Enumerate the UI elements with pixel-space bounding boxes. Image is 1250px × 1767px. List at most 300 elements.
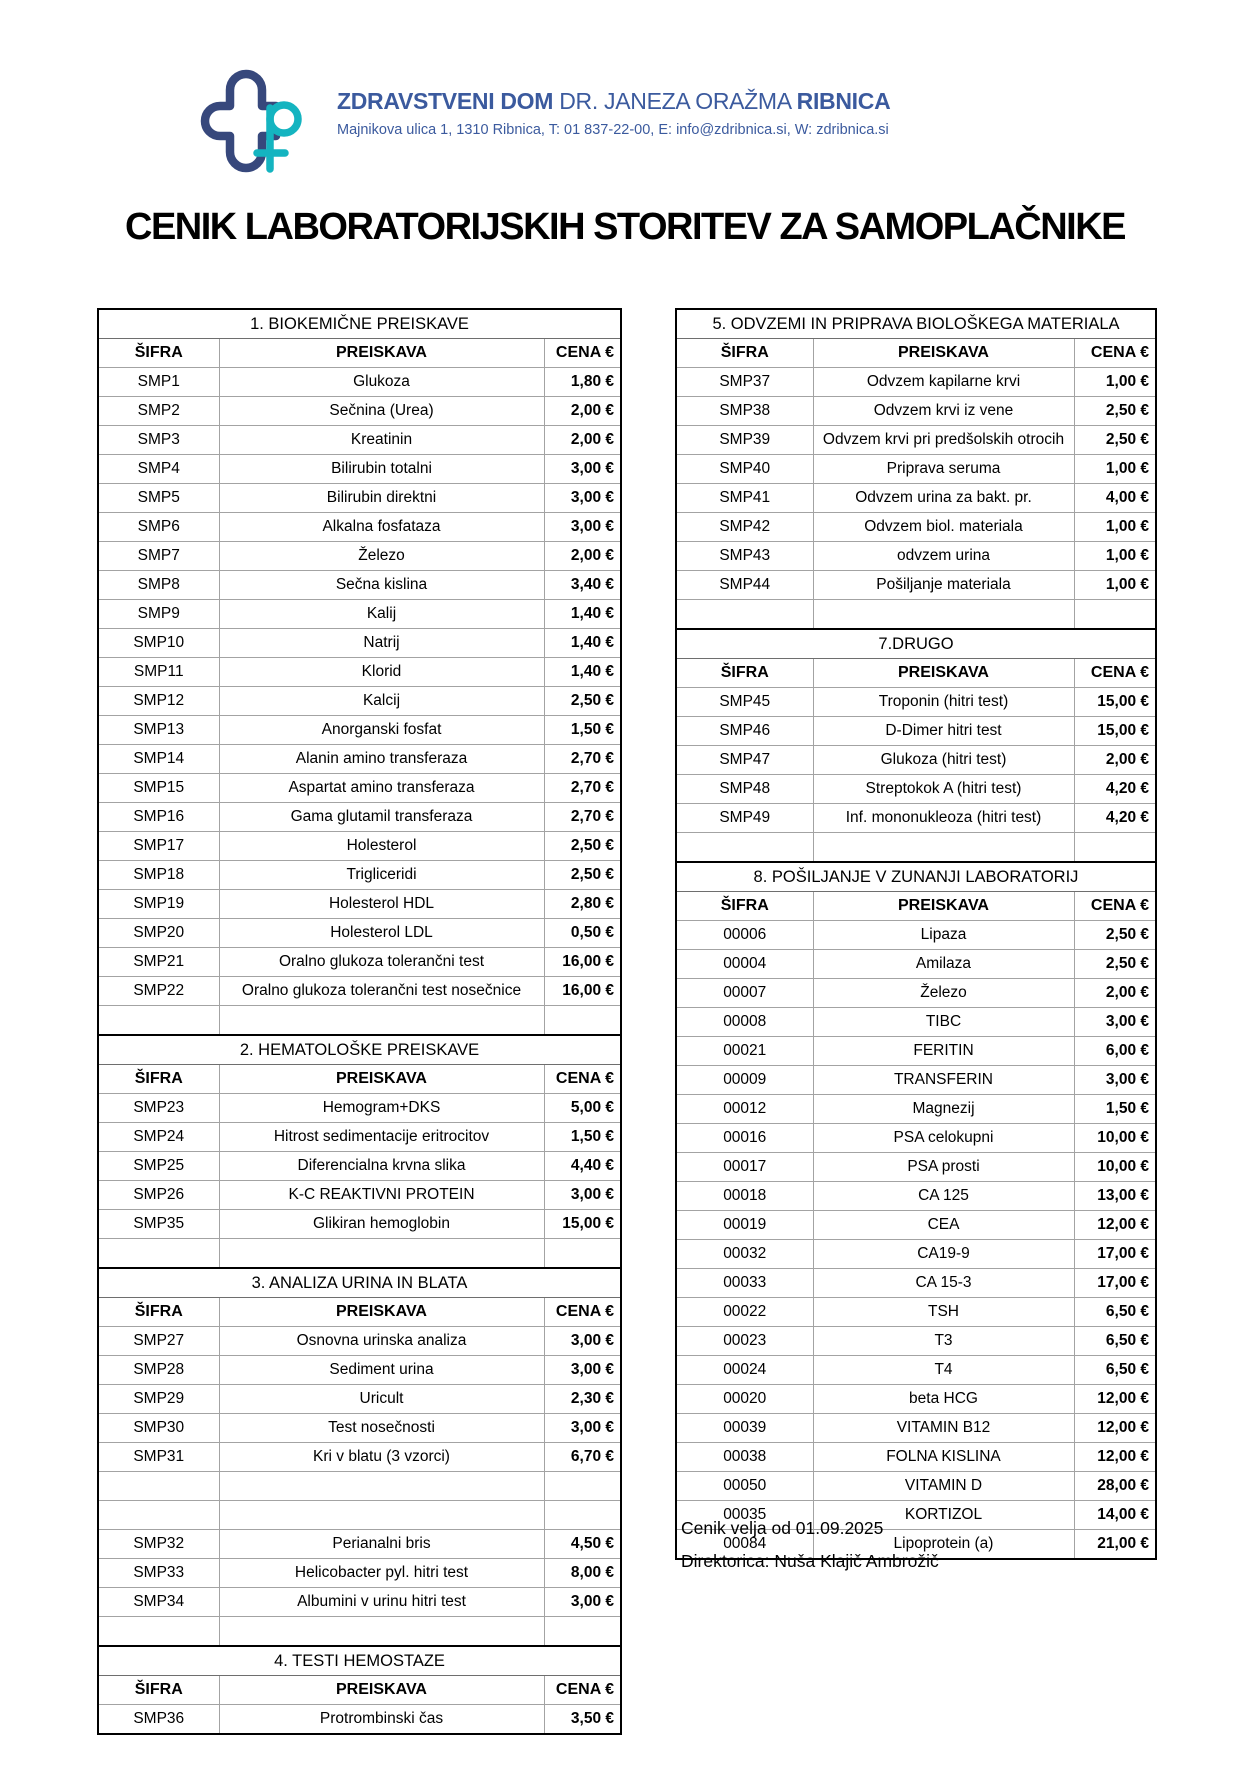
table-row <box>676 1095 1156 1124</box>
code-cell: SMP47 <box>676 746 813 775</box>
price-cell: 10,00 € <box>1074 1124 1156 1153</box>
table-row <box>676 1356 1156 1385</box>
section-title: 1. BIOKEMIČNE PREISKAVE <box>98 309 621 339</box>
code-cell: SMP9 <box>98 600 219 629</box>
section-title: 5. ODVZEMI IN PRIPRAVA BIOLOŠKEGA MATERIALA <box>676 309 1156 339</box>
table-row <box>676 397 1156 426</box>
table-row <box>98 1152 621 1181</box>
code-cell: SMP34 <box>98 1588 219 1617</box>
code-cell: 00024 <box>676 1356 813 1385</box>
price-cell: 16,00 € <box>544 948 621 977</box>
clinic-name-bold-1: ZDRAVSTVENI DOM <box>337 88 554 114</box>
table-row <box>98 571 621 600</box>
code-cell: SMP15 <box>98 774 219 803</box>
price-cell: 17,00 € <box>1074 1269 1156 1298</box>
test-cell: Bilirubin totalni <box>219 455 544 484</box>
test-cell: CA 15-3 <box>813 1269 1074 1298</box>
price-cell: 13,00 € <box>1074 1182 1156 1211</box>
price-cell: 2,00 € <box>544 542 621 571</box>
test-cell: Kalcij <box>219 687 544 716</box>
test-cell: Magnezij <box>813 1095 1074 1124</box>
test-cell: Alanin amino transferaza <box>219 745 544 774</box>
price-cell: 2,80 € <box>544 890 621 919</box>
code-cell: 00018 <box>676 1182 813 1211</box>
code-cell: SMP27 <box>98 1327 219 1356</box>
code-cell: SMP24 <box>98 1123 219 1152</box>
table-row <box>98 774 621 803</box>
test-cell: Gama glutamil transferaza <box>219 803 544 832</box>
column-header-code: ŠIFRA <box>676 339 813 368</box>
empty-cell <box>676 833 813 863</box>
test-cell: Sečna kislina <box>219 571 544 600</box>
price-table-right <box>675 308 1157 1560</box>
table-row <box>98 745 621 774</box>
test-cell: Albumini v urinu hitri test <box>219 1588 544 1617</box>
test-cell: Alkalna fosfataza <box>219 513 544 542</box>
empty-cell <box>98 1501 219 1530</box>
test-cell: Odvzem kapilarne krvi <box>813 368 1074 397</box>
test-cell: Glukoza (hitri test) <box>813 746 1074 775</box>
test-cell: T3 <box>813 1327 1074 1356</box>
price-cell: 2,00 € <box>1074 746 1156 775</box>
code-cell: SMP41 <box>676 484 813 513</box>
price-cell: 15,00 € <box>1074 717 1156 746</box>
table-row <box>676 1443 1156 1472</box>
test-cell: TRANSFERIN <box>813 1066 1074 1095</box>
table-row <box>676 1124 1156 1153</box>
price-cell: 3,50 € <box>544 1705 621 1735</box>
code-cell: SMP35 <box>98 1210 219 1239</box>
column-header-price: CENA € <box>544 1676 621 1705</box>
clinic-address: Majnikova ulica 1, 1310 Ribnica, T: 01 837-22-00, E: info@zdribnica.si, W: zdribnica.si <box>337 122 889 138</box>
table-row <box>676 1327 1156 1356</box>
table-row <box>98 687 621 716</box>
price-cell: 1,00 € <box>1074 513 1156 542</box>
code-cell: SMP13 <box>98 716 219 745</box>
price-cell: 1,40 € <box>544 658 621 687</box>
code-cell: SMP42 <box>676 513 813 542</box>
test-cell: Priprava seruma <box>813 455 1074 484</box>
table-row <box>98 977 621 1006</box>
table-row <box>98 513 621 542</box>
table-row <box>676 775 1156 804</box>
price-cell: 6,50 € <box>1074 1327 1156 1356</box>
price-cell: 2,50 € <box>1074 921 1156 950</box>
table-row <box>676 1066 1156 1095</box>
table-row <box>98 629 621 658</box>
code-cell: SMP21 <box>98 948 219 977</box>
table-row <box>676 455 1156 484</box>
test-cell: Protrombinski čas <box>219 1705 544 1735</box>
test-cell: Glukoza <box>219 368 544 397</box>
code-cell: SMP38 <box>676 397 813 426</box>
code-cell: 00016 <box>676 1124 813 1153</box>
code-cell: SMP26 <box>98 1181 219 1210</box>
price-cell: 2,70 € <box>544 745 621 774</box>
test-cell: Bilirubin direktni <box>219 484 544 513</box>
table-row <box>676 368 1156 397</box>
code-cell: 00033 <box>676 1269 813 1298</box>
validity-note: Cenik velja od 01.09.2025 <box>681 1518 884 1538</box>
section-header-row <box>98 1646 621 1676</box>
code-cell: 00050 <box>676 1472 813 1501</box>
empty-cell <box>98 1472 219 1501</box>
empty-cell <box>544 1501 621 1530</box>
spacer-row <box>98 1006 621 1036</box>
code-cell: SMP12 <box>98 687 219 716</box>
code-cell: 00006 <box>676 921 813 950</box>
price-cell: 15,00 € <box>1074 688 1156 717</box>
test-cell: Glikiran hemoglobin <box>219 1210 544 1239</box>
price-cell: 5,00 € <box>544 1094 621 1123</box>
table-row <box>98 716 621 745</box>
empty-cell <box>544 1239 621 1269</box>
column-header-code: ŠIFRA <box>98 1065 219 1094</box>
empty-cell <box>813 833 1074 863</box>
table-row <box>98 1559 621 1588</box>
test-cell: Amilaza <box>813 950 1074 979</box>
table-row <box>676 717 1156 746</box>
code-cell: SMP36 <box>98 1705 219 1735</box>
clinic-logo-icon <box>200 66 315 188</box>
code-cell: SMP8 <box>98 571 219 600</box>
footer-notes <box>681 1518 939 1584</box>
column-header-row <box>98 1065 621 1094</box>
column-header-code: ŠIFRA <box>676 892 813 921</box>
test-cell: PSA prosti <box>813 1153 1074 1182</box>
code-cell: 00017 <box>676 1153 813 1182</box>
test-cell: T4 <box>813 1356 1074 1385</box>
code-cell: 00007 <box>676 979 813 1008</box>
price-cell: 3,00 € <box>544 1414 621 1443</box>
price-cell: 3,40 € <box>544 571 621 600</box>
price-cell: 2,50 € <box>544 861 621 890</box>
price-cell: 15,00 € <box>544 1210 621 1239</box>
price-cell: 4,50 € <box>544 1530 621 1559</box>
test-cell: VITAMIN D <box>813 1472 1074 1501</box>
table-row <box>676 921 1156 950</box>
test-cell: K-C REAKTIVNI PROTEIN <box>219 1181 544 1210</box>
table-row <box>98 1327 621 1356</box>
code-cell: SMP16 <box>98 803 219 832</box>
price-cell: 3,00 € <box>544 1181 621 1210</box>
price-cell: 3,00 € <box>1074 1008 1156 1037</box>
test-cell: Trigliceridi <box>219 861 544 890</box>
test-cell: CA 125 <box>813 1182 1074 1211</box>
test-cell: Holesterol <box>219 832 544 861</box>
code-cell: 00084 <box>676 1530 813 1560</box>
empty-cell <box>219 1239 544 1269</box>
table-row <box>676 1182 1156 1211</box>
code-cell: 00020 <box>676 1385 813 1414</box>
code-cell: SMP25 <box>98 1152 219 1181</box>
test-cell: odvzem urina <box>813 542 1074 571</box>
column-header-row <box>676 339 1156 368</box>
price-cell: 4,00 € <box>1074 484 1156 513</box>
test-cell: Perianalni bris <box>219 1530 544 1559</box>
test-cell: VITAMIN B12 <box>813 1414 1074 1443</box>
spacer-row <box>98 1239 621 1269</box>
code-cell: 00039 <box>676 1414 813 1443</box>
table-row <box>98 919 621 948</box>
table-row <box>98 1705 621 1735</box>
price-cell: 4,20 € <box>1074 775 1156 804</box>
price-cell: 1,00 € <box>1074 368 1156 397</box>
test-cell: TSH <box>813 1298 1074 1327</box>
code-cell: SMP40 <box>676 455 813 484</box>
code-cell: 00008 <box>676 1008 813 1037</box>
section-title: 3. ANALIZA URINA IN BLATA <box>98 1268 621 1298</box>
code-cell: SMP23 <box>98 1094 219 1123</box>
column-header-test: PREISKAVA <box>219 1676 544 1705</box>
section-header-row <box>676 309 1156 339</box>
price-cell: 1,00 € <box>1074 542 1156 571</box>
code-cell: SMP10 <box>98 629 219 658</box>
table-row <box>676 1414 1156 1443</box>
price-cell: 3,00 € <box>1074 1066 1156 1095</box>
price-cell: 1,80 € <box>544 368 621 397</box>
clinic-name-bold-2: RIBNICA <box>796 88 891 114</box>
column-header-row <box>98 1676 621 1705</box>
test-cell: Odvzem krvi pri predšolskih otrocih <box>813 426 1074 455</box>
section-title: 8. POŠILJANJE V ZUNANJI LABORATORIJ <box>676 862 1156 892</box>
table-row <box>676 1008 1156 1037</box>
table-row <box>98 1123 621 1152</box>
table-row <box>98 1356 621 1385</box>
price-cell: 12,00 € <box>1074 1443 1156 1472</box>
section-header-row <box>98 1035 621 1065</box>
table-row <box>98 455 621 484</box>
price-cell: 6,00 € <box>1074 1037 1156 1066</box>
table-row <box>98 1181 621 1210</box>
price-cell: 4,20 € <box>1074 804 1156 833</box>
price-cell: 2,00 € <box>544 426 621 455</box>
right-table-body <box>676 309 1156 1559</box>
price-cell: 3,00 € <box>544 1327 621 1356</box>
price-cell: 28,00 € <box>1074 1472 1156 1501</box>
price-cell: 6,50 € <box>1074 1298 1156 1327</box>
test-cell: Kreatinin <box>219 426 544 455</box>
clinic-name <box>337 88 890 115</box>
logo-p-loop <box>270 105 298 133</box>
table-row <box>676 1269 1156 1298</box>
code-cell: 00023 <box>676 1327 813 1356</box>
code-cell: SMP33 <box>98 1559 219 1588</box>
code-cell: SMP2 <box>98 397 219 426</box>
spacer-row <box>676 600 1156 630</box>
column-header-row <box>676 659 1156 688</box>
table-row <box>676 688 1156 717</box>
test-cell: Test nosečnosti <box>219 1414 544 1443</box>
column-header-price: CENA € <box>544 1065 621 1094</box>
code-cell: SMP19 <box>98 890 219 919</box>
table-row <box>98 832 621 861</box>
test-cell: Holesterol HDL <box>219 890 544 919</box>
code-cell: SMP28 <box>98 1356 219 1385</box>
spacer-row <box>98 1472 621 1501</box>
section-title: 2. HEMATOLOŠKE PREISKAVE <box>98 1035 621 1065</box>
code-cell: SMP49 <box>676 804 813 833</box>
test-cell: Pošiljanje materiala <box>813 571 1074 600</box>
test-cell: Streptokok A (hitri test) <box>813 775 1074 804</box>
code-cell: SMP3 <box>98 426 219 455</box>
code-cell: SMP11 <box>98 658 219 687</box>
section-header-row <box>676 629 1156 659</box>
code-cell: SMP46 <box>676 717 813 746</box>
test-cell: PSA celokupni <box>813 1124 1074 1153</box>
column-header-test: PREISKAVA <box>813 339 1074 368</box>
test-cell: TIBC <box>813 1008 1074 1037</box>
test-cell: Kri v blatu (3 vzorci) <box>219 1443 544 1472</box>
price-cell: 2,50 € <box>544 832 621 861</box>
test-cell: Odvzem urina za bakt. pr. <box>813 484 1074 513</box>
test-cell: Hemogram+DKS <box>219 1094 544 1123</box>
price-cell: 12,00 € <box>1074 1385 1156 1414</box>
table-row <box>676 1298 1156 1327</box>
code-cell: 00022 <box>676 1298 813 1327</box>
price-cell: 1,40 € <box>544 629 621 658</box>
test-cell: CA19-9 <box>813 1240 1074 1269</box>
table-row <box>676 804 1156 833</box>
table-row <box>98 484 621 513</box>
empty-cell <box>219 1006 544 1036</box>
test-cell: Odvzem krvi iz vene <box>813 397 1074 426</box>
column-header-row <box>98 339 621 368</box>
code-cell: 00012 <box>676 1095 813 1124</box>
empty-cell <box>544 1006 621 1036</box>
column-header-test: PREISKAVA <box>219 1298 544 1327</box>
price-cell: 2,00 € <box>544 397 621 426</box>
code-cell: 00021 <box>676 1037 813 1066</box>
test-cell: FERITIN <box>813 1037 1074 1066</box>
empty-cell <box>219 1617 544 1647</box>
table-row <box>98 948 621 977</box>
price-cell: 6,70 € <box>544 1443 621 1472</box>
price-cell: 0,50 € <box>544 919 621 948</box>
code-cell: SMP39 <box>676 426 813 455</box>
column-header-test: PREISKAVA <box>813 659 1074 688</box>
price-cell: 12,00 € <box>1074 1414 1156 1443</box>
table-row <box>98 426 621 455</box>
code-cell: SMP4 <box>98 455 219 484</box>
table-row <box>676 571 1156 600</box>
test-cell: Aspartat amino transferaza <box>219 774 544 803</box>
section-header-row <box>98 309 621 339</box>
test-cell: Helicobacter pyl. hitri test <box>219 1559 544 1588</box>
column-header-test: PREISKAVA <box>813 892 1074 921</box>
empty-cell <box>544 1617 621 1647</box>
table-row <box>676 513 1156 542</box>
code-cell: SMP5 <box>98 484 219 513</box>
table-row <box>98 658 621 687</box>
column-header-code: ŠIFRA <box>98 1676 219 1705</box>
column-header-code: ŠIFRA <box>98 1298 219 1327</box>
code-cell: SMP32 <box>98 1530 219 1559</box>
test-cell: beta HCG <box>813 1385 1074 1414</box>
empty-cell <box>98 1006 219 1036</box>
column-header-price: CENA € <box>1074 339 1156 368</box>
code-cell: SMP1 <box>98 368 219 397</box>
code-cell: 00035 <box>676 1501 813 1530</box>
table-row <box>98 803 621 832</box>
price-cell: 2,00 € <box>1074 979 1156 1008</box>
code-cell: SMP31 <box>98 1443 219 1472</box>
price-cell: 6,50 € <box>1074 1356 1156 1385</box>
table-row <box>676 1240 1156 1269</box>
price-cell: 2,50 € <box>1074 397 1156 426</box>
test-cell: Železo <box>219 542 544 571</box>
test-cell: D-Dimer hitri test <box>813 717 1074 746</box>
spacer-row <box>98 1501 621 1530</box>
code-cell: 00004 <box>676 950 813 979</box>
table-row <box>676 1385 1156 1414</box>
table-row <box>98 890 621 919</box>
table-row <box>98 600 621 629</box>
column-header-row <box>676 892 1156 921</box>
test-cell: Lipaza <box>813 921 1074 950</box>
table-row <box>98 1094 621 1123</box>
empty-cell <box>98 1617 219 1647</box>
empty-cell <box>1074 833 1156 863</box>
code-cell: SMP30 <box>98 1414 219 1443</box>
price-cell: 3,00 € <box>544 455 621 484</box>
price-cell: 10,00 € <box>1074 1153 1156 1182</box>
table-row <box>98 542 621 571</box>
test-cell: FOLNA KISLINA <box>813 1443 1074 1472</box>
empty-cell <box>813 600 1074 630</box>
table-row <box>676 426 1156 455</box>
section-header-row <box>676 862 1156 892</box>
column-header-row <box>98 1298 621 1327</box>
test-cell: Hitrost sedimentacije eritrocitov <box>219 1123 544 1152</box>
test-cell: Odvzem biol. materiala <box>813 513 1074 542</box>
price-cell: 3,00 € <box>544 484 621 513</box>
empty-cell <box>98 1239 219 1269</box>
price-cell: 12,00 € <box>1074 1211 1156 1240</box>
code-cell: SMP6 <box>98 513 219 542</box>
test-cell: Klorid <box>219 658 544 687</box>
column-header-code: ŠIFRA <box>676 659 813 688</box>
price-cell: 1,40 € <box>544 600 621 629</box>
price-cell: 2,50 € <box>1074 950 1156 979</box>
code-cell: 00032 <box>676 1240 813 1269</box>
price-cell: 21,00 € <box>1074 1530 1156 1560</box>
code-cell: SMP14 <box>98 745 219 774</box>
code-cell: SMP22 <box>98 977 219 1006</box>
test-cell: KORTIZOL <box>813 1501 1074 1530</box>
code-cell: SMP48 <box>676 775 813 804</box>
table-row <box>676 979 1156 1008</box>
table-row <box>98 1443 621 1472</box>
test-cell: Sediment urina <box>219 1356 544 1385</box>
test-cell: Diferencialna krvna slika <box>219 1152 544 1181</box>
test-cell: Kalij <box>219 600 544 629</box>
column-header-price: CENA € <box>1074 659 1156 688</box>
section-title: 4. TESTI HEMOSTAZE <box>98 1646 621 1676</box>
clinic-brand-block <box>337 88 890 138</box>
section-header-row <box>98 1268 621 1298</box>
price-cell: 1,00 € <box>1074 455 1156 484</box>
empty-cell <box>219 1501 544 1530</box>
spacer-row <box>98 1617 621 1647</box>
column-header-test: PREISKAVA <box>219 339 544 368</box>
code-cell: SMP43 <box>676 542 813 571</box>
test-cell: Anorganski fosfat <box>219 716 544 745</box>
table-row <box>98 1385 621 1414</box>
test-cell: Osnovna urinska analiza <box>219 1327 544 1356</box>
test-cell: Natrij <box>219 629 544 658</box>
code-cell: 00038 <box>676 1443 813 1472</box>
